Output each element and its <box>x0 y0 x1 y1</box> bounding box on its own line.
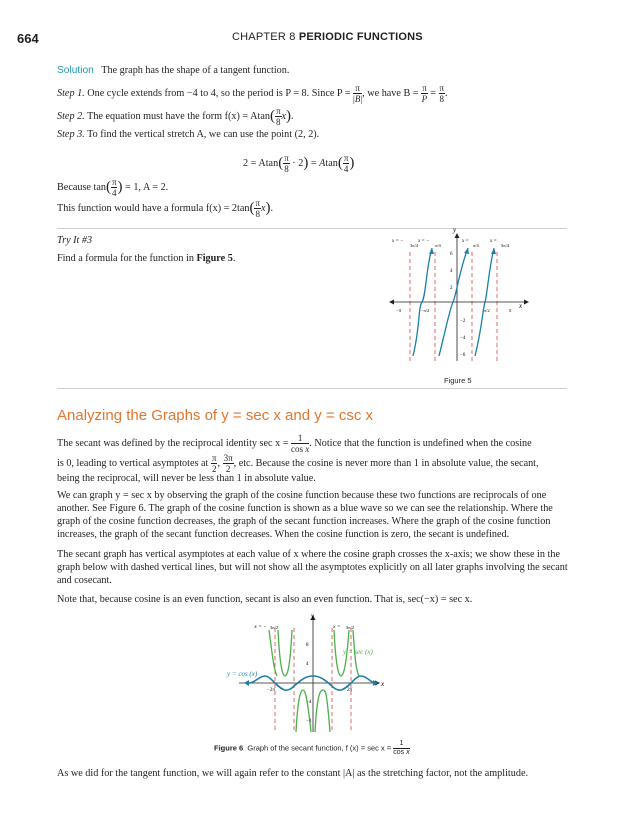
because-line: Because tan( $\frac{\pi}{4}$ ) = 1, A = 2. <box>57 177 169 198</box>
figure5-x-tick: π <box>509 309 512 314</box>
try-it-bottom-rule <box>57 388 567 389</box>
figure5-asym-frac: π/4 <box>435 243 441 248</box>
figure6-y-tick: −4 <box>306 700 312 705</box>
paragraph-2: We can graph y = sec x by observing the graph of the cosine function because these two functions are reciprocals of one another. See Figure 6. The graph of the cosine function is shown as a blue wave so we can see the relationship. Where the graph of the cosine function decreases, the graph of the secant function increases. Where the graph of the cosine function increases, the graph of the secant function decreases. When the cosine function is zero, the secant is undefined. <box>57 490 553 540</box>
figure5-y-tick: −6 <box>460 353 466 358</box>
figure5-x-tick: −π <box>396 309 402 314</box>
figure5-y-tick: 6 <box>450 252 453 257</box>
step3-text: To find the vertical stretch A, we can use the point (2, 2). <box>87 129 320 140</box>
figure5-x-label: x <box>519 302 523 310</box>
figure6-sec-label: y = sec (x) <box>343 648 373 656</box>
figure6-x-label: x <box>381 680 385 688</box>
step1-frac-pi-8: $\frac{\pi}{8}$ <box>439 83 445 104</box>
paragraph-1-line-2: is 0, leading to vertical asymptotes at $\frac{\pi}{2}$ , $\frac{3\pi}{2}$ , etc. Because the cosine is never more than 1 in absolute value, the secant, <box>57 453 539 474</box>
solution-intro <box>57 64 577 77</box>
try-it-prompt-end: . <box>232 253 236 264</box>
figure6-y-tick: 8 <box>306 643 309 648</box>
step-2: Step 2. The equation must have the form f(x) = Atan( $\frac{\pi}{8}$ x). <box>57 106 294 127</box>
page-number: 664 <box>17 31 39 46</box>
figure5-caption: Figure 5 <box>444 376 472 385</box>
figure6-y-tick: 4 <box>306 662 309 667</box>
step1-text-c: , we have B = <box>362 87 419 99</box>
p1-b: . Notice that the function is undefined when the cosine <box>309 437 532 449</box>
figure5-asym-label: x = <box>490 239 497 244</box>
figure6-asym-left-label: x = − <box>254 624 267 630</box>
figure6-cos-label: y = cos (x) <box>227 670 258 678</box>
paragraph-5: As we did for the tangent function, we will again refer to the constant |A| as the stretching factor, not the amplitude. <box>57 768 529 779</box>
figure5-x-arrow-left <box>389 300 394 305</box>
p1-c: is 0, leading to vertical asymptotes at <box>57 457 209 469</box>
figure6-sec-curve <box>269 630 277 676</box>
figure5-y-label: y <box>453 228 457 234</box>
figure5-y-tick: −2 <box>460 319 466 324</box>
step1-text-a: One cycle extends from −4 to 4, so the period is <box>87 87 283 99</box>
figure5-asym-frac: 3π/4 <box>410 243 419 248</box>
figure5-x-arrow <box>524 300 529 305</box>
figure6-caption-text: Graph of the secant function, f (x) = sec x = <box>247 743 392 753</box>
figure5-asym-label: x = − <box>392 239 404 244</box>
figure6-x-tick: 2π <box>347 688 353 693</box>
figure5-asym-frac: 3π/4 <box>501 243 510 248</box>
step-3 <box>57 128 319 141</box>
try-it-prompt-text: Find a formula for the function in <box>57 253 194 264</box>
step-1: Step 1. One cycle extends from −4 to 4, so the period is P = 8. Since P = $\frac{\pi}{|B|}$ , we have B = $\frac{\pi}{P}$ = $\frac{\pi}{8}$ . <box>57 83 448 104</box>
step2-frac: $\frac{\pi}{8}$ <box>275 106 281 127</box>
section-title-d: y = csc x <box>314 407 374 424</box>
because-text: Because tan <box>57 181 106 193</box>
paragraph-3: The secant graph has vertical asymptotes at each value of x where the cosine graph crosses the x-axis; we show these in the graph below with dashed vertical lines, but will not show all the asymptotes explicitly on all later graphs involving the secant and cosecant. <box>57 549 568 586</box>
p1-d: , etc. Because the cosine is never more than 1 in absolute value, the secant, <box>233 457 539 469</box>
chapter-header <box>232 31 423 43</box>
figure5-asym-frac: π/4 <box>473 243 479 248</box>
figure6-sec-curve <box>278 630 292 676</box>
paragraph-1-line-3: being the reciprocal, will never be less than 1 in absolute value. <box>57 473 316 484</box>
figure6-cos-arrow <box>244 680 249 686</box>
figure6-graph <box>225 610 395 735</box>
figure5-ref: Figure 5 <box>196 253 233 264</box>
figure5-y-tick: −4 <box>460 336 466 341</box>
paragraph-1-line-1 <box>57 433 577 454</box>
center-equation: 2 = Atan( $\frac{\pi}{8}$ · 2) = Atan( $\frac{\pi}{4}$ ) <box>243 153 355 174</box>
figure6-caption: Figure 6 Graph of the secant function, f (x) = sec x = $\frac{1}{\text{cos x}}$ <box>214 740 410 756</box>
step1-text-b: P = 8. Since P = <box>285 87 351 99</box>
section-title <box>57 407 373 424</box>
figure6-asym-left-frac: 3π/2 <box>270 625 279 630</box>
formula-line: This function would have a formula f(x) = 2tan( $\frac{\pi}{8}$ x). <box>57 198 274 219</box>
figure5-y-tick: 4 <box>450 269 453 274</box>
figure6-caption-label: Figure 6 <box>214 743 244 753</box>
solution-intro-text: The graph has the shape of a tangent function. <box>101 65 290 76</box>
figure5-asym-label: x = − <box>418 239 430 244</box>
step2-text: The equation must have the form f(x) = Atan <box>87 110 270 122</box>
step1-label: Step 1. <box>57 87 85 99</box>
figure6-asym-right-frac: 3π/2 <box>346 625 355 630</box>
try-it-prompt <box>57 252 235 265</box>
figure6-asym-right-label: x = <box>333 624 341 630</box>
formula-text: This function would have a formula f(x) = 2tan <box>57 202 250 214</box>
figure6-x-tick: −2π <box>267 688 275 693</box>
figure6-y-tick: −8 <box>306 719 312 724</box>
step2-label: Step 2. <box>57 110 85 122</box>
paragraph-4: Note that, because cosine is an even function, secant is also an even function. That is, sec(−x) = sec x. <box>57 594 473 605</box>
chapter-title: PERIODIC FUNCTIONS <box>298 31 423 43</box>
figure5-asym-label: x = <box>462 239 469 244</box>
step3-label: Step 3. <box>57 129 85 140</box>
solution-label: Solution <box>57 65 94 76</box>
section-title-b: y = sec x <box>221 407 281 424</box>
figure6-y-label: y <box>311 612 315 620</box>
figure5-x-tick: π/2 <box>484 308 490 313</box>
section-title-c: and <box>285 407 311 424</box>
step1-frac-pi-b: $\frac{\pi}{|B|}$ <box>353 83 363 104</box>
p1-frac: $\frac{1}{\text{cos x}}$ <box>291 433 310 454</box>
because-result: = 1, A = 2. <box>125 181 169 193</box>
figure6-sec-curve <box>296 690 311 732</box>
section-title-a: Analyzing the Graphs of <box>57 407 218 424</box>
figure5-x-tick: −π/2 <box>421 308 430 313</box>
p1-a: The secant was defined by the reciprocal identity sec x = <box>57 437 289 449</box>
figure6-sec-curve <box>315 690 330 732</box>
step1-frac-pi-p: $\frac{\pi}{P}$ <box>421 83 428 104</box>
chapter-label: CHAPTER 8 <box>232 31 296 43</box>
figure5-graph <box>388 228 538 393</box>
center-eq-text: 2 = Atan <box>243 157 279 169</box>
try-it-label: Try It #3 <box>57 235 93 246</box>
figure5-y-tick: 2 <box>450 286 453 291</box>
